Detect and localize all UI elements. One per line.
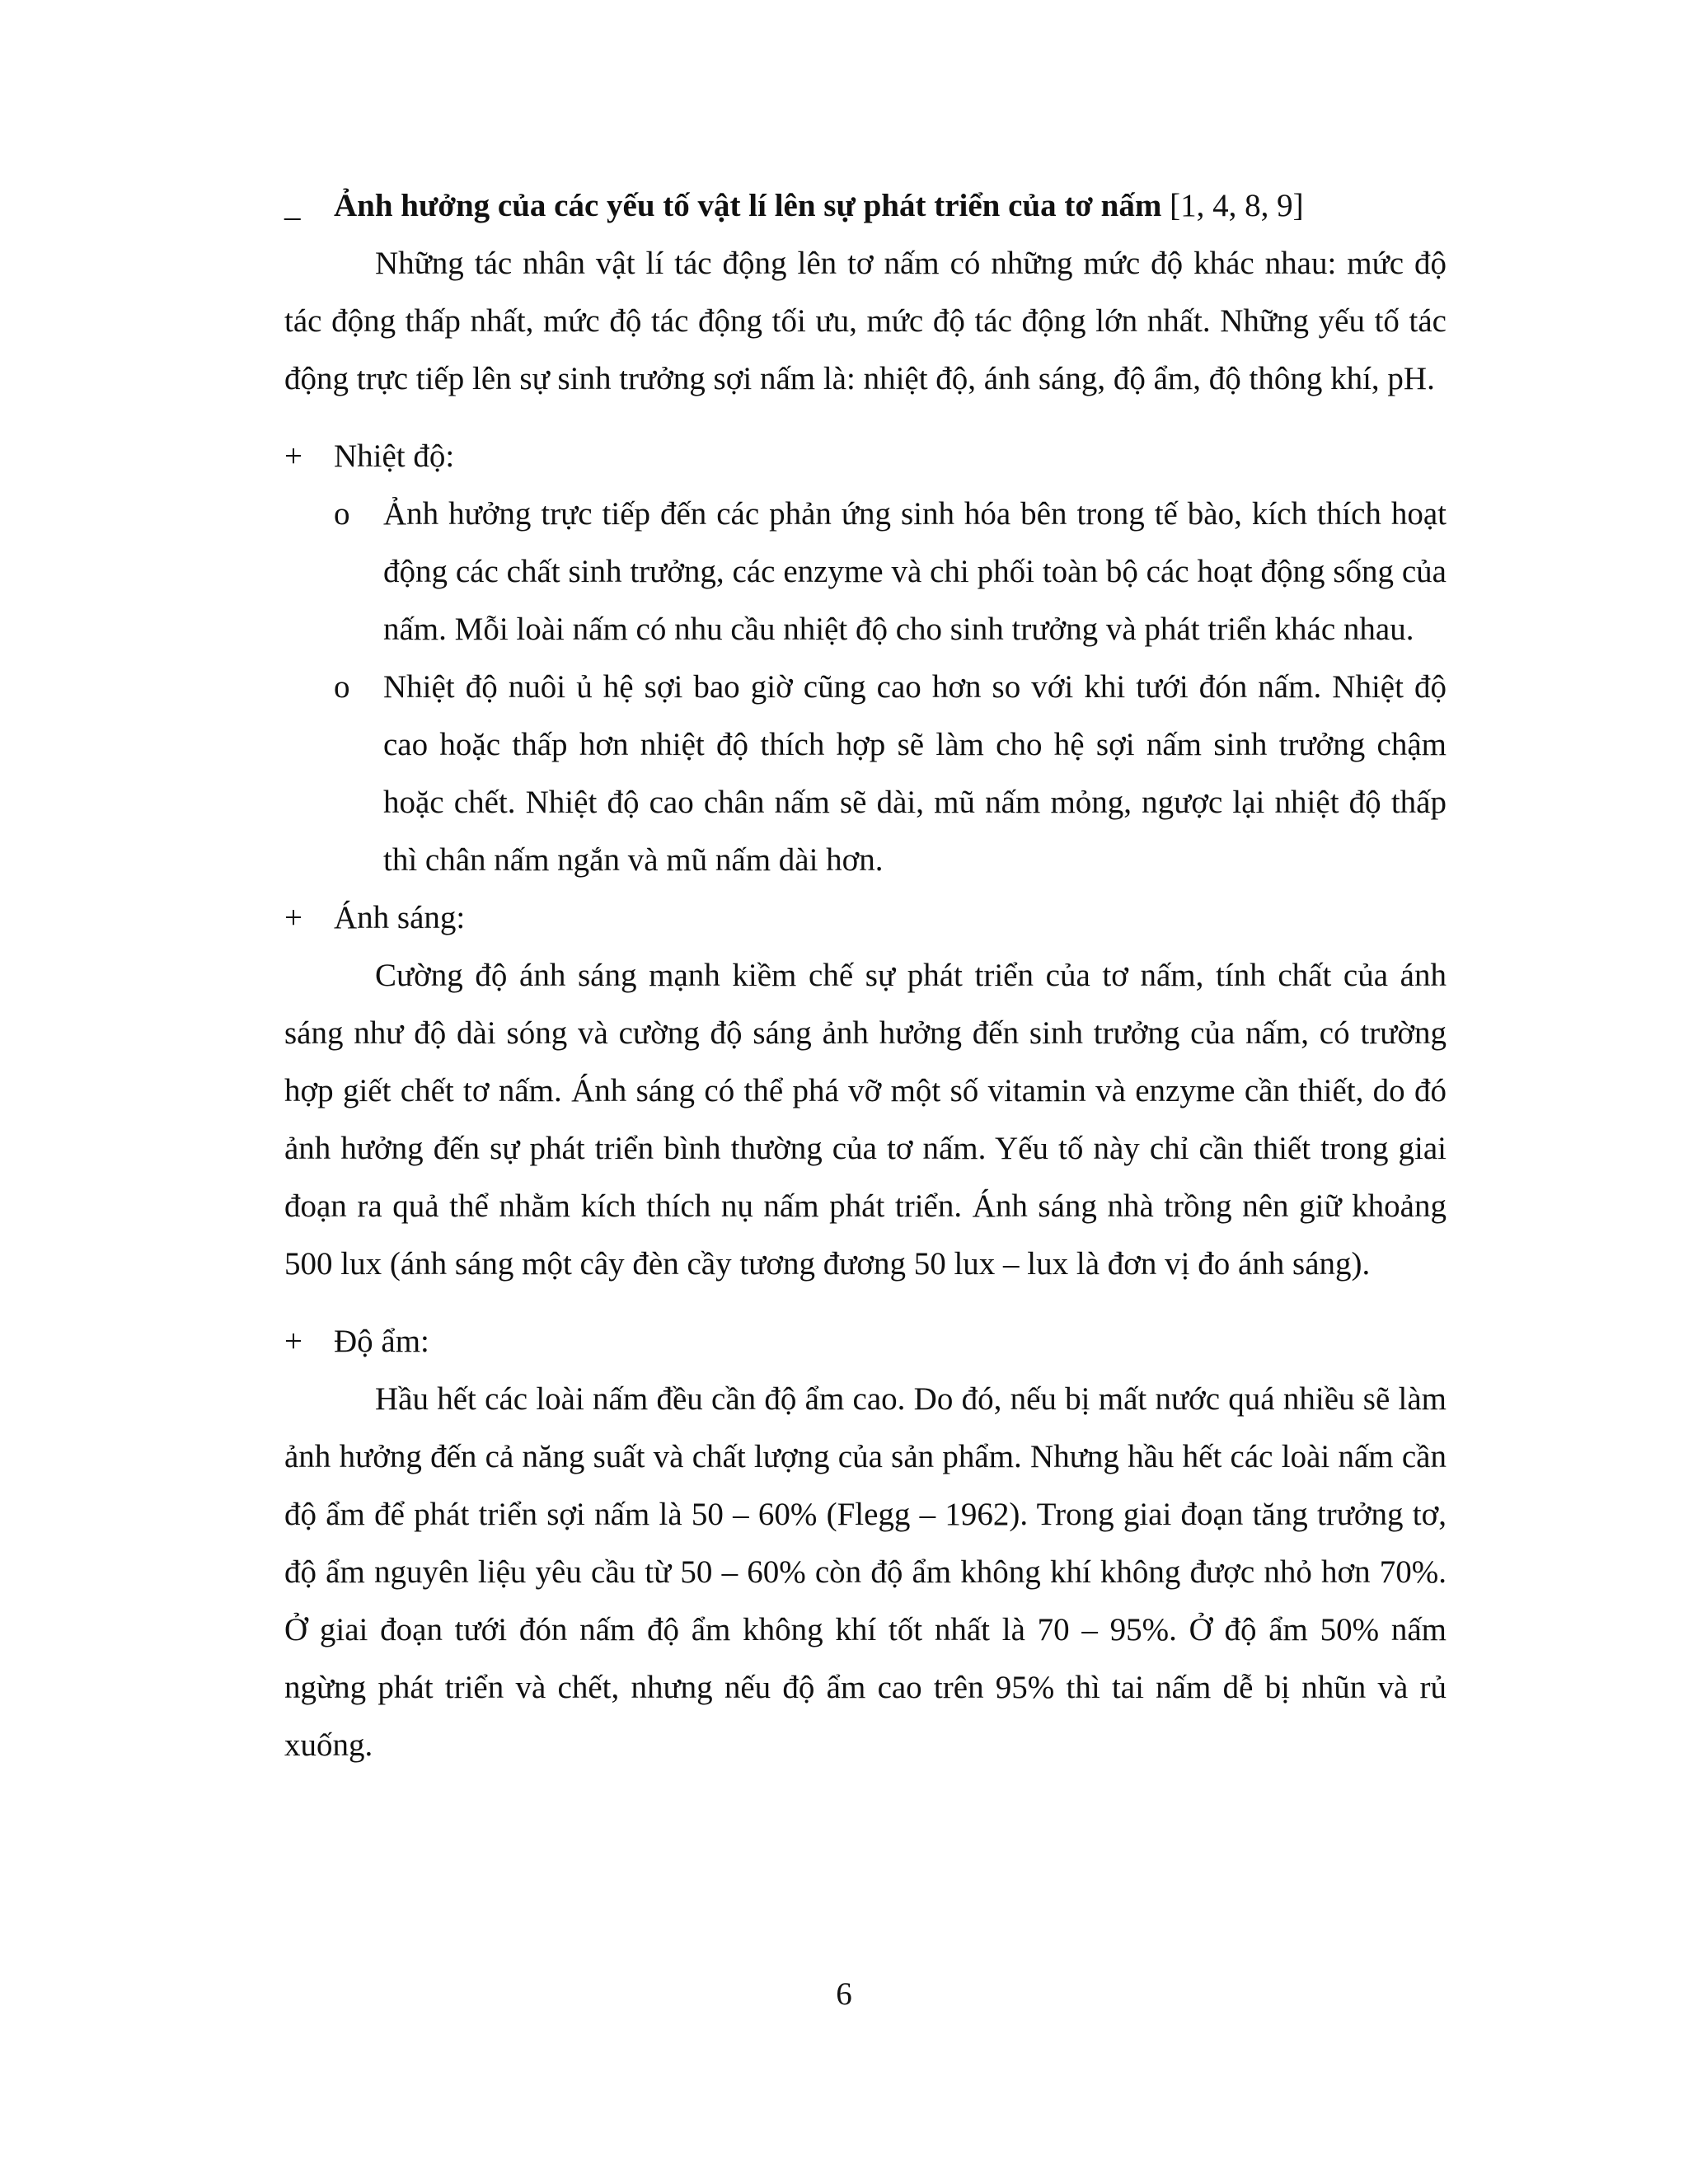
heading-title: Ảnh hưởng của các yếu tố vật lí lên sự phát triển của tơ nấm — [334, 188, 1162, 223]
heading-citation: [1, 4, 8, 9] — [1161, 188, 1304, 223]
temperature-point-2-text: Nhiệt độ nuôi ủ hệ sợi bao giờ cũng cao hơn so với khi tưới đón nấm. Nhiệt độ cao hoặc thấp hơn nhiệt độ thích hợp sẽ làm cho hệ sợi nấm sinh trưởng chậm hoặc chết. Nhiệt độ cao chân nấm sẽ dài, mũ nấm mỏng, ngược lại nhiệt độ thấp thì chân nấm ngắn và mũ nấm dài hơn. — [383, 669, 1447, 878]
temperature-point-1-text: Ảnh hưởng trực tiếp đến các phản ứng sinh hóa bên trong tế bào, kích thích hoạt động các chất sinh trưởng, các enzyme và chi phối toàn bộ các hoạt động sống của nấm. Mỗi loài nấm có nhu cầu nhiệt độ cho sinh trưởng và phát triển khác nhau. — [383, 496, 1447, 647]
temperature-label: Nhiệt độ: — [334, 438, 455, 474]
light-label: Ánh sáng: — [334, 900, 466, 935]
light-heading — [284, 889, 1447, 947]
temperature-heading — [284, 428, 1447, 485]
sub-bullet-marker: o — [334, 496, 350, 532]
light-marker: + — [284, 900, 302, 935]
page-content — [284, 177, 1447, 1774]
page-number: 6 — [836, 1976, 852, 2012]
section-heading — [284, 177, 1447, 235]
light-paragraph: Cường độ ánh sáng mạnh kiềm chế sự phát triển của tơ nấm, tính chất của ánh sáng như độ dài sóng và cường độ sáng ảnh hưởng đến sinh trưởng của nấm, có trường hợp giết chết tơ nấm. Ánh sáng có thể phá vỡ một số vitamin và enzyme cần thiết, do đó ảnh hưởng đến sự phát triển bình thường của tơ nấm. Yếu tố này chỉ cần thiết trong giai đoạn ra quả thể nhằm kích thích nụ nấm phát triển. Ánh sáng nhà trồng nên giữ khoảng 500 lux (ánh sáng một cây đèn cầy tương đương 50 lux – lux là đơn vị đo ánh sáng). — [284, 958, 1447, 1282]
humidity-marker: + — [284, 1324, 302, 1359]
heading-dash: _ — [284, 188, 301, 223]
intro-paragraph: Những tác nhân vật lí tác động lên tơ nấm có những mức độ khác nhau: mức độ tác động thấp nhất, mức độ tác động tối ưu, mức độ tác động lớn nhất. Những yếu tố tác động trực tiếp lên sự sinh trưởng sợi nấm là: nhiệt độ, ánh sáng, độ ẩm, độ thông khí, pH. — [284, 246, 1447, 396]
humidity-label: Độ ẩm: — [334, 1324, 429, 1359]
temperature-marker: + — [284, 438, 302, 474]
temperature-point-2 — [284, 658, 1447, 889]
humidity-paragraph: Hầu hết các loài nấm đều cần độ ẩm cao. Do đó, nếu bị mất nước quá nhiều sẽ làm ảnh hưởng đến cả năng suất và chất lượng của sản phẩm. Nhưng hầu hết các loài nấm cần độ ẩm để phát triển sợi nấm là 50 – 60% (Flegg – 1962). Trong giai đoạn tăng trưởng tơ, độ ẩm nguyên liệu yêu cầu từ 50 – 60% còn độ ẩm không khí không được nhỏ hơn 70%. Ở giai đoạn tưới đón nấm độ ẩm không khí tốt nhất là 70 – 95%. Ở độ ẩm 50% nấm ngừng phát triển và chết, nhưng nếu độ ẩm cao trên 95% thì tai nấm dễ bị nhũn và rủ xuống. — [284, 1381, 1447, 1763]
temperature-point-1 — [284, 485, 1447, 658]
humidity-heading — [284, 1313, 1447, 1371]
sub-bullet-marker: o — [334, 669, 350, 705]
